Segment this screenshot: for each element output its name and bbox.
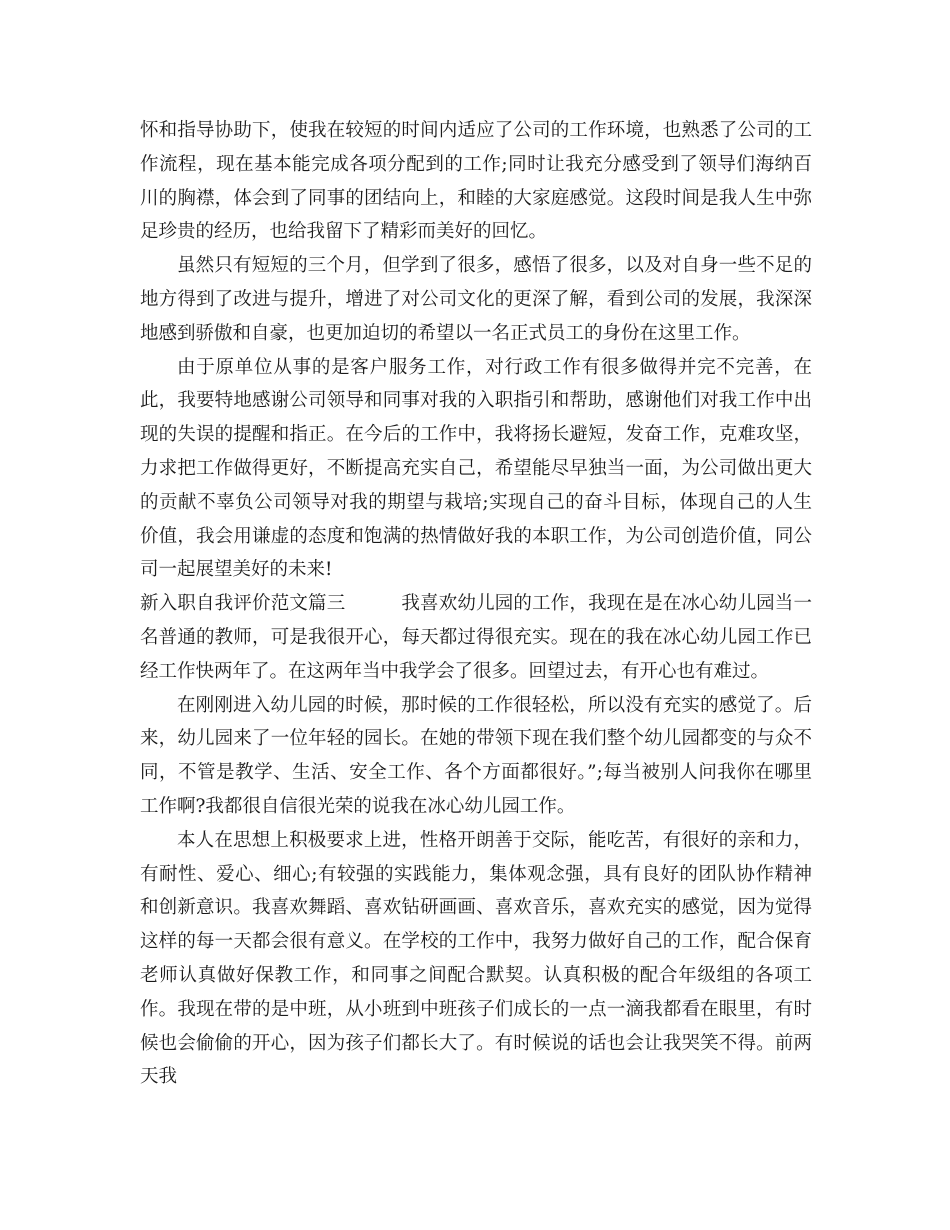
paragraph-4-text: 我喜欢幼儿园的工作，我现在是在冰心幼儿园当一名普通的教师，可是我很开心，每天都过得很充实。现在的我在冰心幼儿园工作已经工作快两年了。在这两年当中我学会了很多。回望过去，有开心也有难过。: [140, 593, 812, 682]
paragraph-5: 在刚刚进入幼儿园的时候，那时候的工作很轻松，所以没有充实的感觉了。后来，幼儿园来了一位年轻的园长。在她的带领下现在我们整个幼儿园都变的与众不同，不管是教学、生活、安全工作、各个方面都很好。”;每当被别人问我你在哪里工作啊?我都很自信很光荣的说我在冰心幼儿园工作。: [140, 694, 812, 817]
paragraph-2: 虽然只有短短的三个月，但学到了很多，感悟了很多，以及对自身一些不足的地方得到了改进与提升，增进了对公司文化的更深了解，看到公司的发展，我深深地感到骄傲和自豪，也更加迫切的希望以一名正式员工的身份在这里工作。: [140, 255, 812, 344]
document-body: [140, 114, 812, 1094]
paragraph-3: 由于原单位从事的是客户服务工作，对行政工作有很多做得并完不完善，在此，我要特地感谢公司领导和同事对我的入职指引和帮助，感谢他们对我工作中出现的失误的提醒和指正。在今后的工作中，我将扬长避短，发奋工作，克难攻坚，力求把工作做得更好，不断提高充实自己，希望能尽早独当一面，为公司做出更大的贡献不辜负公司领导对我的期望与栽培;实现自己的奋斗目标，体现自己的人生价值，我会用谦虚的态度和饱满的热情做好我的本职工作，为公司创造价值，同公司一起展望美好的未来!: [140, 356, 812, 581]
section-heading: 新入职自我评价范文篇三: [140, 593, 346, 615]
paragraph-1: 怀和指导协助下，使我在较短的时间内适应了公司的工作环境，也熟悉了公司的工作流程，现在基本能完成各项分配到的工作;同时让我充分感受到了领导们海纳百川的胸襟，体会到了同事的团结向上，和睦的大家庭感觉。这段时间是我人生中弥足珍贵的经历，也给我留下了精彩而美好的回忆。: [140, 120, 812, 243]
paragraph-6: 本人在思想上积极要求上进，性格开朗善于交际，能吃苦，有很好的亲和力，有耐性、爱心、细心;有较强的实践能力，集体观念强，具有良好的团队协作精神和创新意识。我喜欢舞蹈、喜欢钻研画画、喜欢音乐，喜欢充实的感觉，因为觉得这样的每一天都会很有意义。在学校的工作中，我努力做好自己的工作，配合保育老师认真做好保教工作，和同事之间配合默契。认真积极的配合年级组的各项工作。我现在带的是中班，从小班到中班孩子们成长的一点一滴我都看在眼里，有时候也会偷偷的开心，因为孩子们都长大了。有时候说的话也会让我哭笑不得。前两天我: [140, 829, 812, 1088]
paragraph-4: [140, 587, 812, 688]
heading-gap: [345, 593, 401, 614]
